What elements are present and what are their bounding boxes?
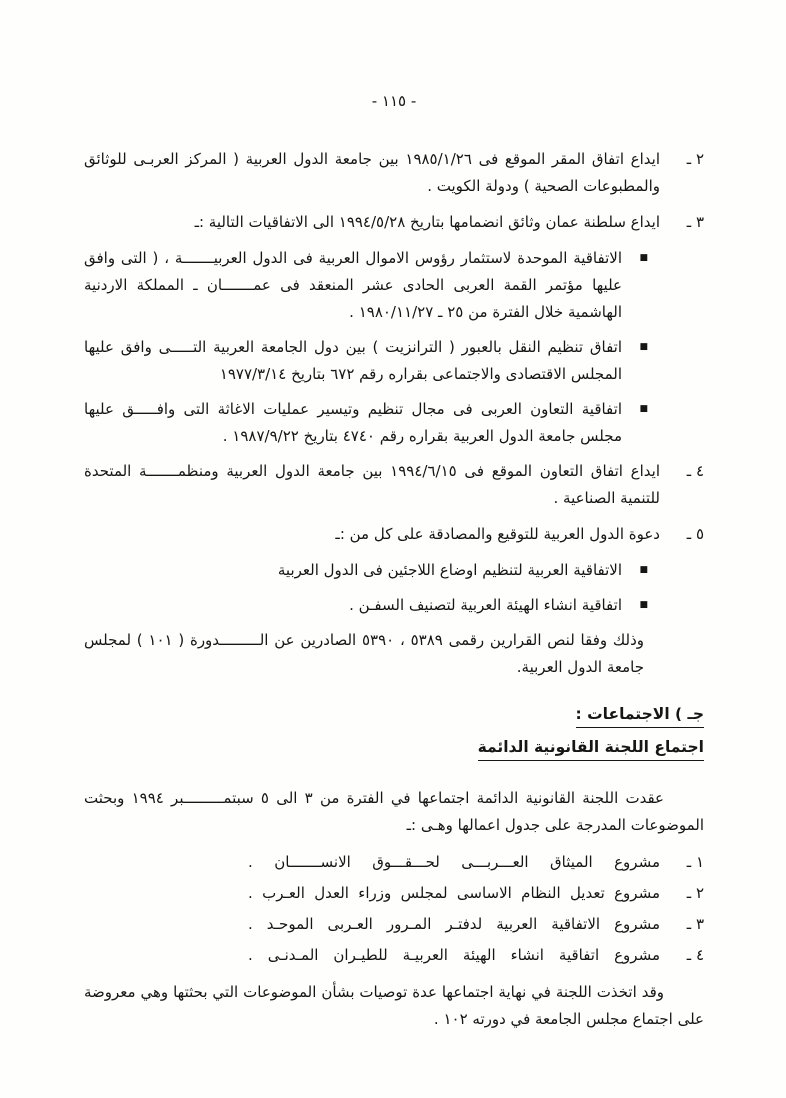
bullet-item [84,557,648,584]
section-c-heading-row [84,705,704,728]
meetings-section [84,705,704,1033]
agenda-list [84,849,704,969]
bullet-item [84,334,648,388]
bullet-item [84,245,648,326]
item-text: ايداع سلطنة عمان وثائق انضمامها بتاريخ ١٩٩٤/٥/٢٨ الى الاتفاقيات التالية :ـ [194,213,660,231]
closing-note: وذلك وفقا لنص القرارين رقمى ٥٣٨٩ ، ٥٣٩٠ الصادرين عن الـــــــــدورة ( ١٠١ ) لمجلس جامعة الدول العربية. [84,631,645,676]
item-number: ٣ ـ [686,213,704,231]
numbered-item-5 [84,521,704,548]
deposits-section [84,146,704,681]
meeting-heading: اجتماع اللجنة القانونية الدائمة [478,738,704,761]
bullet-text: اتفاقية التعاون العربى فى مجال تنظيم وتيسير عمليات الاغاثة التى وافـــــق عليها مجلس جامعة الدول العربية بقراره رقم ٤٧٤٠ بتاريخ ١٩٨٧/٩/٢٢ . [84,400,622,445]
agenda-number: ٤ ـ [686,946,704,964]
item-3-bullet-list [84,245,648,450]
numbered-item-4 [84,458,704,512]
bullet-text: الاتفاقية الموحدة لاستثمار رؤوس الاموال العربية فى الدول العربيـــــــة ، ( التى وافق عليها مؤتمر القمة العربى الحادى عشر المنعقد فى عمـــــــان ـ المملكة الاردنية الهاشمية خلال الفترة من ٢٥ ـ ١٩٨٠/١١/٢٧ . [84,249,622,321]
item-number: ٤ ـ [686,462,704,480]
meeting-heading-row [84,738,704,761]
bullet-text: الاتفاقية العربية لتنظيم اوضاع اللاجئين فى الدول العربية [277,561,622,579]
bullet-square-icon: ■ [639,600,648,610]
agenda-item [84,911,704,938]
bullet-text: اتفاقية انشاء الهيئة العربية لتصنيف السفـن . [349,596,622,614]
agenda-text: مشروع الاتفاقية العربية لدفتـر المـرور العـربى الموحـد . [248,915,660,933]
agenda-item [84,849,704,876]
item-number: ٥ ـ [686,525,704,543]
agenda-item [84,880,704,907]
agenda-number: ١ ـ [686,853,704,871]
numbered-item-3 [84,209,704,236]
meeting-outcome: وقد اتخذت اللجنة في نهاية اجتماعها عدة توصيات بشأن الموضوعات التي بحثتها وهي معروضة على اجتماع مجلس الجامعة في دورته ١٠٢ . [84,983,704,1028]
bullet-square-icon: ■ [639,253,648,263]
agenda-text: مشروع تعديل النظام الاساسى لمجلس وزراء العدل العـرب . [248,884,660,902]
section-heading: جـ ) الاجتماعات : [576,705,705,728]
item-text: دعوة الدول العربية للتوقيع والمصادقة على كل من :ـ [335,525,660,543]
bullet-square-icon: ■ [639,404,648,414]
numbered-item-2 [84,146,704,200]
bullet-text: اتفاق تنظيم النقل بالعبور ( الترانزيت ) بين دول الجامعة العربية التـــــى وافق عليها المجلس الاقتصادى والاجتماعى بقراره رقم ٦٧٢ بتاريخ ١٩٧٧/٣/١٤ [84,338,622,383]
page-number: - ١١٥ - [371,92,417,110]
item-5-bullet-list [84,557,648,619]
agenda-number: ٣ ـ [686,915,704,933]
item-text: ايداع اتفاق التعاون الموقع فى ١٩٩٤/٦/١٥ بين جامعة الدول العربية ومنظمـــــــة المتحدة للتنمية الصناعية . [84,462,660,507]
bullet-square-icon: ■ [639,565,648,575]
bullet-item [84,396,648,450]
agenda-text: مشروع اتفاقية انشاء الهيئة العربيـة للطيـران المـدنـى . [248,946,660,964]
bullet-square-icon: ■ [639,342,648,352]
meeting-intro: عقدت اللجنة القانونية الدائمة اجتماعها في الفترة من ٣ الى ٥ سبتمـــــــــبر ١٩٩٤ وبحثت الموضوعات المدرجة على جدول اعمالها وهـى :ـ [84,789,704,834]
bullet-item [84,592,648,619]
item-text: ايداع اتفاق المقر الموقع فى ١٩٨٥/١/٢٦ بين جامعة الدول العربية ( المركز العربـى للوثائق والمطبوعات الصحية ) ودولة الكويت . [84,150,660,195]
agenda-text: مشروع الميثاق العـــربـــى لحـــقـــوق الانســـــــان . [248,853,660,871]
agenda-number: ٢ ـ [686,884,704,902]
item-number: ٢ ـ [686,150,704,168]
agenda-item [84,942,704,969]
